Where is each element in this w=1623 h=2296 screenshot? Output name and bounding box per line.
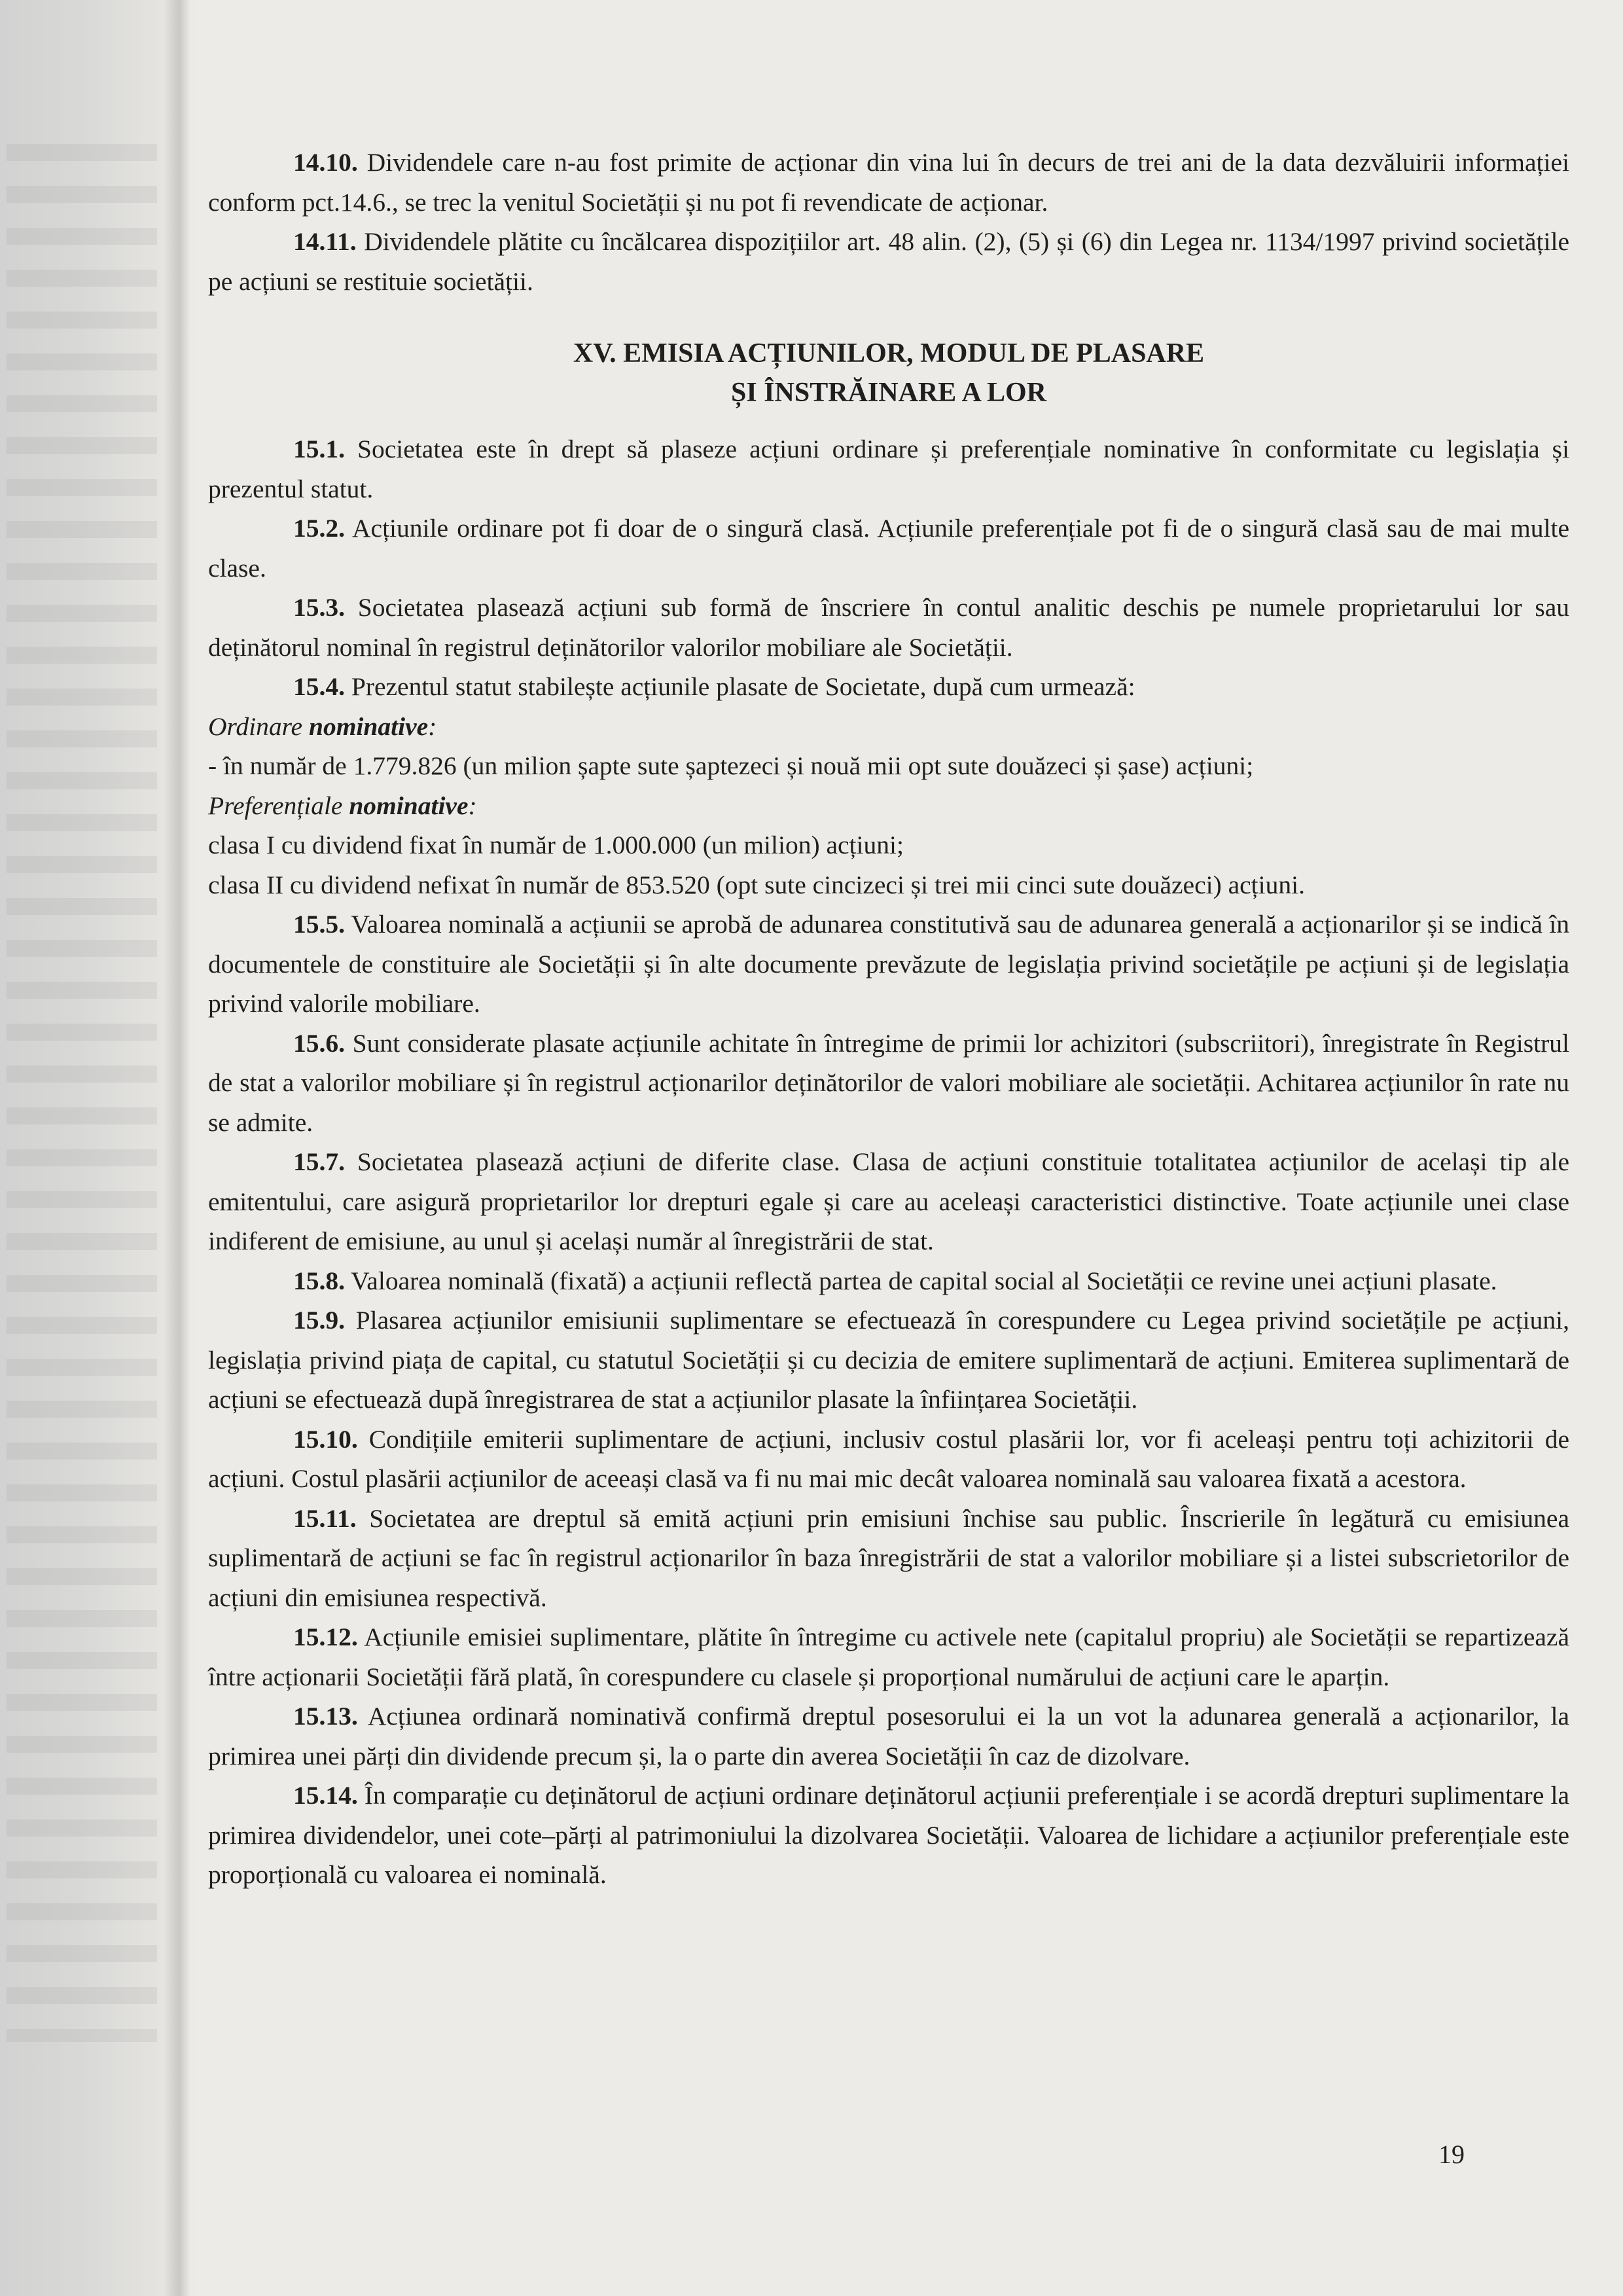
paragraph-text: Valoarea nominală (fixată) a acțiunii reflectă partea de capital social al Societății ce revine unei acțiuni plasate. (345, 1266, 1497, 1295)
paragraph-number: 15.4. (293, 672, 345, 701)
paragraph-15-6 (208, 1024, 1569, 1143)
paragraph-number: 15.8. (293, 1266, 345, 1295)
paragraph-15-7 (208, 1142, 1569, 1261)
paragraph-15-4 (208, 667, 1569, 707)
paragraph-text: Dividendele plătite cu încălcarea dispozițiilor art. 48 alin. (2), (5) și (6) din Legea nr. 1134/1997 privind societățile pe acțiuni se restituie societății. (208, 227, 1569, 296)
paragraph-15-12 (208, 1617, 1569, 1696)
paragraph-14-11 (208, 222, 1569, 301)
ordinary-colon: : (428, 711, 437, 741)
paragraph-14-10 (208, 143, 1569, 222)
ordinary-nominative: nominative (302, 711, 429, 741)
paragraph-text: Societatea are dreptul să emită acțiuni prin emisiuni închise sau public. Înscrierile în legătură cu emisiunea suplimentară de acțiuni se fac în registrul acționarilor în baza înregistrării de stat a valorilor mobiliare și a listei subscrietorilor de acțiuni din emisiunea respectivă. (208, 1503, 1569, 1612)
paragraph-15-2 (208, 509, 1569, 588)
paragraph-number: 15.11. (293, 1503, 357, 1533)
paragraph-number: 15.6. (293, 1028, 345, 1058)
preferential-colon: : (468, 791, 477, 820)
paragraph-text: Societatea plasează acțiuni de diferite clase. Clasa de acțiuni constituie totalitatea acțiunilor de același tip ale emitentului, care asigură proprietarilor lor drepturi egale și care au aceleași caracteristici distinctive. Toate acțiunile unei clase indiferent de emisiune, au unul și același număr al înregistrării de stat. (208, 1147, 1569, 1255)
preferential-label: Preferențiale (208, 791, 343, 820)
section-heading-line-2: ȘI ÎNSTRĂINARE A LOR (731, 378, 1046, 408)
paragraph-text: Prezentul statut stabilește acțiunile plasate de Societate, după cum urmează: (345, 672, 1135, 701)
paragraph-text: Acțiunile ordinare pot fi doar de o singură clasă. Acțiunile preferențiale pot fi de o singură clasă sau de mai multe clase. (208, 514, 1569, 583)
paragraph-15-14 (208, 1776, 1569, 1895)
paragraph-text: Condițiile emiterii suplimentare de acțiuni, inclusiv costul plasării lor, vor fi aceleași pentru toți achizitorii de acțiuni. Costul plasării acțiunilor de aceeași clasă va fi nu mai mic decât valoarea nominală sau valoarea fixată a acestora. (208, 1424, 1569, 1493)
paragraph-text: Acțiunile emisiei suplimentare, plătite în întregime cu activele nete (capitalul propriu) ale Societății se repartizează între acționarii Societății fără plată, în corespundere cu clasele și proporțional numărului de acțiuni care le aparțin. (208, 1623, 1569, 1691)
paragraph-15-5 (208, 905, 1569, 1024)
paragraph-15-3 (208, 588, 1569, 667)
paragraph-text: Dividendele care n-au fost primite de acționar din vina lui în decurs de trei ani de la data dezvăluirii informației conform pct.14.6., se trec la venitul Societății și nu pot fi revendicate de acționar. (208, 148, 1569, 217)
paragraph-text: Sunt considerate plasate acțiunile achitate în întregime de primii lor achizitori (subscriitori), înregistrate în Registrul de stat a valorilor mobiliare și în registrul acționarilor deținătorilor de valori mobiliare ale societății. Achitarea acțiunilor în rate nu se admite. (208, 1028, 1569, 1137)
paragraph-text: În comparație cu deținătorul de acțiuni ordinare deținătorul acțiunii preferențiale i se acordă drepturi suplimentare la primirea dividendelor, unei cote–părți al patrimoniului la dizolvarea Societății. Valoarea de lichidare a acțiunilor preferențiale este proporțională cu valoarea ei nominală. (208, 1781, 1569, 1889)
paragraph-text: Plasarea acțiunilor emisiunii suplimentare se efectuează în corespundere cu Legea privind societățile pe acțiuni, legislația privind piața de capital, cu statutul Societății și cu decizia de emitere suplimentară de acțiuni. Emiterea suplimentară de acțiuni se efectuează după înregistrarea de stat a acțiunilor plasate la înființarea Societății. (208, 1306, 1569, 1414)
paragraph-text: Acțiunea ordinară nominativă confirmă dreptul posesorului ei la un vot la adunarea generală a acționarilor, la primirea unei părți din dividende precum și, la o parte din averea Societății în caz de dizolvare. (208, 1702, 1569, 1770)
section-heading-line-1: XV. EMISIA ACȚIUNILOR, MODUL DE PLASARE (573, 338, 1205, 368)
paragraph-number: 14.11. (293, 227, 357, 256)
paragraph-text: Societatea este în drept să plaseze acțiuni ordinare și preferențiale nominative în conformitate cu legislația și prezentul statut. (208, 435, 1569, 503)
shares-ordinary-item: - în număr de 1.779.826 (un milion șapte sute șaptezeci și nouă mii opt sute douăzeci și șase) acțiuni; (208, 751, 1254, 780)
paragraph-15-1 (208, 429, 1569, 509)
bleed-through-text (7, 144, 157, 2042)
document-page (208, 143, 1569, 1895)
paragraph-number: 15.2. (293, 514, 345, 543)
paragraph-text: Societatea plasează acțiuni sub formă de înscriere în contul analitic deschis pe numele proprietarului lor sau deținătorul nominal în registrul deținătorilor valorilor mobiliare ale Societății. (208, 593, 1569, 662)
paragraph-number: 14.10. (293, 148, 358, 177)
shares-class-2-item: clasa II cu dividend nefixat în număr de 853.520 (opt sute cincizeci și trei mii cinci sute douăzeci) acțiuni. (208, 870, 1305, 899)
paragraph-15-10 (208, 1420, 1569, 1499)
shares-class-1-item: clasa I cu dividend fixat în număr de 1.000.000 (un milion) acțiuni; (208, 831, 904, 859)
ordinary-label: Ordinare (208, 711, 303, 741)
paragraph-number: 15.5. (293, 910, 345, 939)
paragraph-number: 15.3. (293, 593, 345, 622)
paragraph-number: 15.9. (293, 1306, 345, 1335)
paragraph-number: 15.13. (293, 1702, 358, 1731)
shares-ordinary-heading (208, 707, 1569, 747)
book-spine-shadow (164, 0, 190, 2296)
paragraph-15-13 (208, 1696, 1569, 1776)
paragraph-number: 15.7. (293, 1147, 345, 1176)
paragraph-number: 15.12. (293, 1623, 358, 1651)
page-number: 19 (1438, 2140, 1465, 2169)
paragraph-15-8 (208, 1261, 1569, 1301)
preferential-nominative: nominative (342, 791, 469, 820)
paragraph-number: 15.14. (293, 1781, 358, 1810)
section-heading (208, 334, 1569, 412)
paragraph-15-11 (208, 1499, 1569, 1618)
shares-preferential-heading (208, 786, 1569, 826)
paragraph-text: Valoarea nominală a acțiunii se aprobă de adunarea constitutivă sau de adunarea generală a acționarilor și se indică în documentele de constituire ale Societății și în alte documente prevăzute de legislația privind societățile pe acțiuni și de legislația privind valorile mobiliare. (208, 910, 1569, 1018)
paragraph-number: 15.1. (293, 435, 345, 463)
paragraph-15-9 (208, 1300, 1569, 1420)
paragraph-number: 15.10. (293, 1424, 358, 1454)
